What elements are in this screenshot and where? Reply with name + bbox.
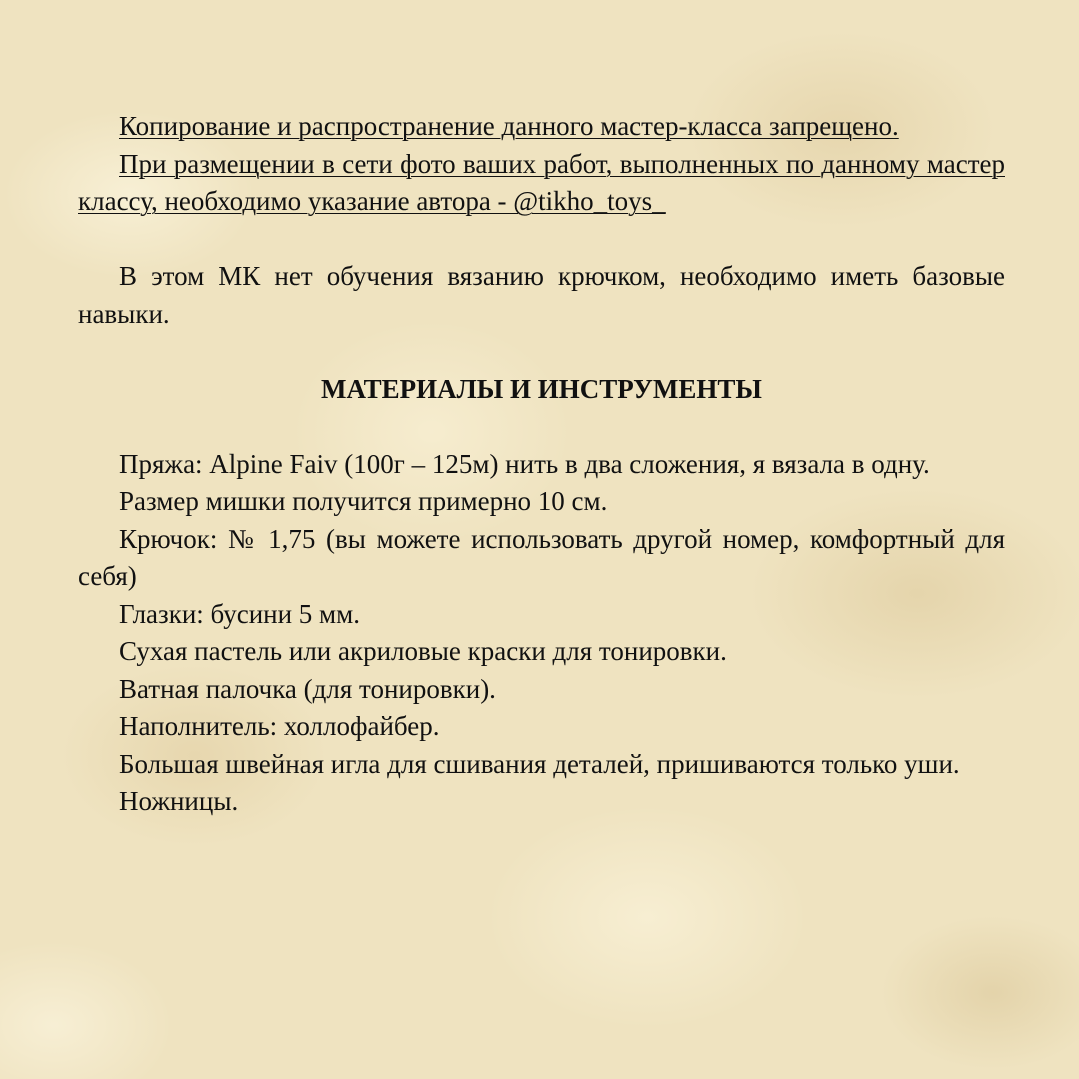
material-item-eyes: Глазки: бусини 5 мм. bbox=[119, 598, 360, 629]
spacer bbox=[78, 221, 1005, 259]
material-item-yarn: Пряжа: Alpine Faiv (100г – 125м) нить в два сложения, я вязала в одну. bbox=[119, 448, 930, 479]
material-item-size: Размер мишки получится примерно 10 см. bbox=[119, 486, 608, 516]
spacer bbox=[78, 333, 1005, 371]
material-item-scissors: Ножницы. bbox=[119, 786, 239, 816]
material-item-hook: Крючок: № 1,75 (вы можете использовать другой номер, комфортный для себя) bbox=[78, 523, 1005, 591]
copyright-notice: Копирование и распространение данного мастер-класса запрещено. bbox=[119, 111, 899, 141]
material-item-needle: Большая швейная игла для сшивания деталей, пришиваются только уши. bbox=[119, 748, 960, 779]
material-item-pastel: Сухая пастель или акриловые краски для тонировки. bbox=[119, 636, 727, 666]
material-item-filler: Наполнитель: холлофайбер. bbox=[119, 711, 440, 741]
materials-heading: МАТЕРИАЛЫ И ИНСТРУМЕНТЫ bbox=[321, 373, 762, 404]
skills-note: В этом МК нет обучения вязанию крючком, необходимо иметь базовые навыки. bbox=[78, 261, 1005, 329]
attribution-notice: При размещении в сети фото ваших работ, выполненных по данному мастер классу, необходимо указание автора - @tikho_toys_ bbox=[78, 148, 1005, 216]
material-item-cotton-swab: Ватная палочка (для тонировки). bbox=[119, 673, 496, 704]
spacer bbox=[78, 408, 1005, 446]
materials-list bbox=[78, 446, 1005, 821]
document-page bbox=[78, 108, 1005, 821]
